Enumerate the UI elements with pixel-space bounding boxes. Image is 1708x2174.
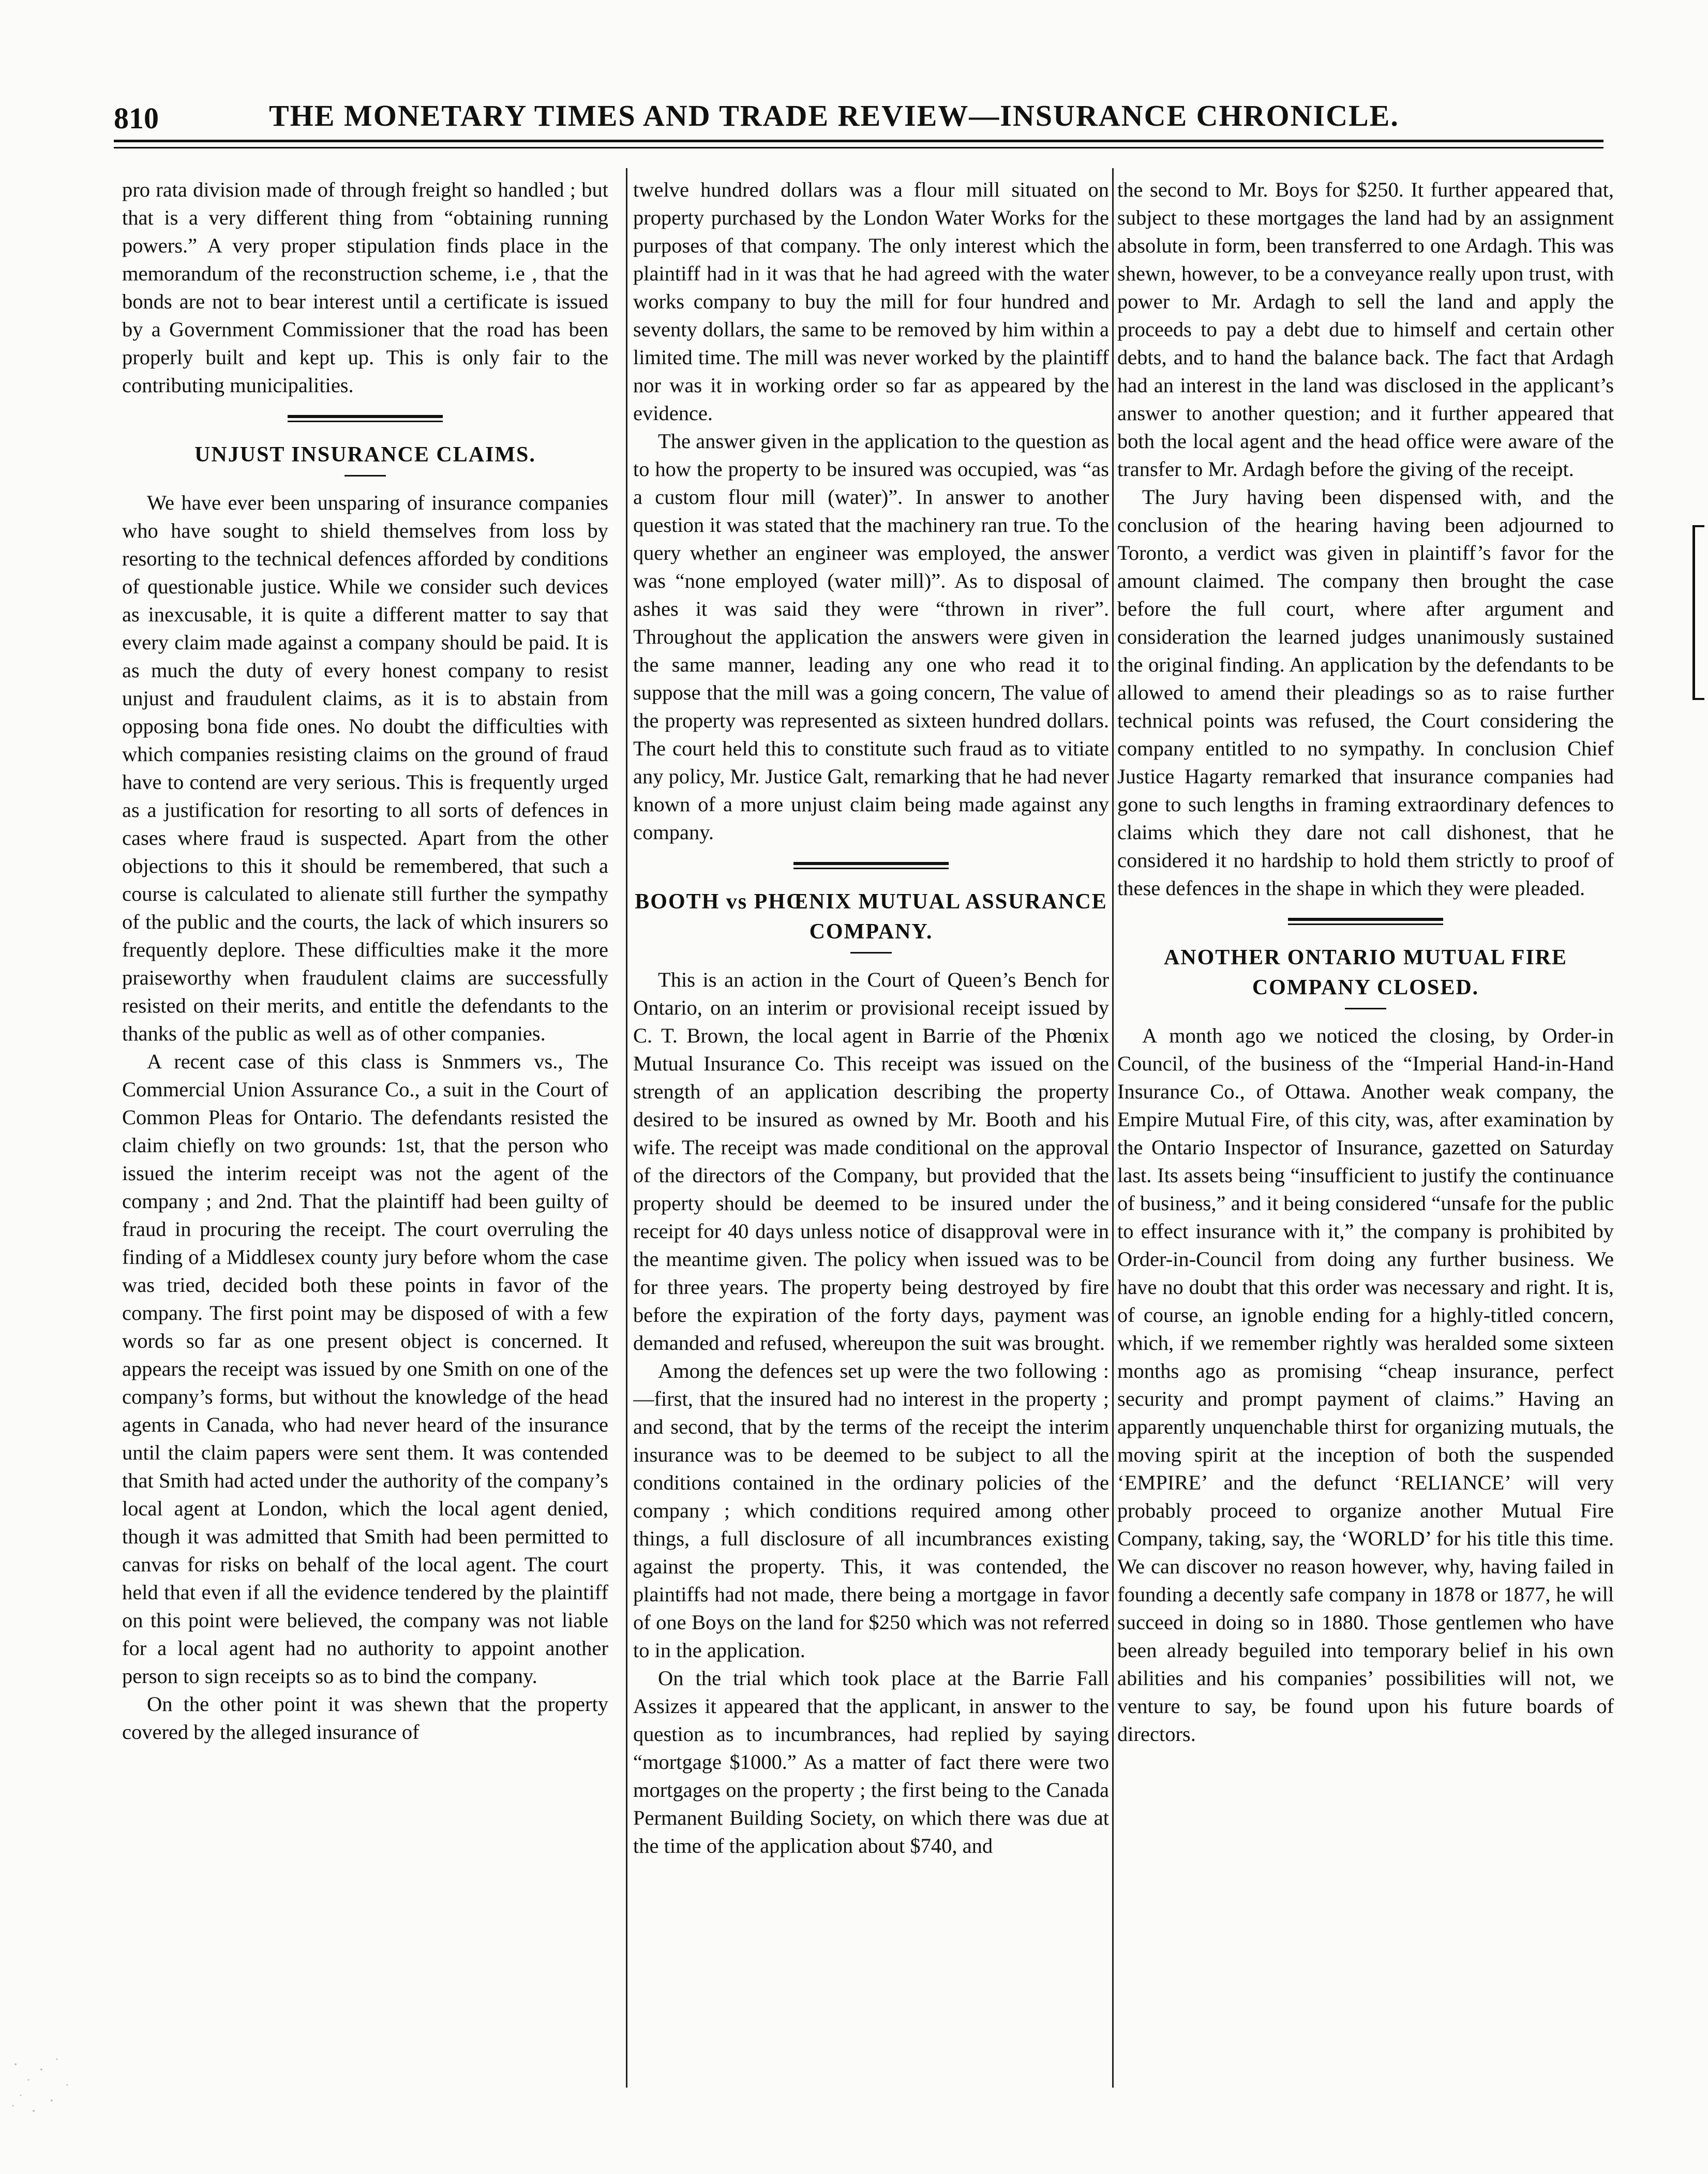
column-1 <box>122 176 608 2101</box>
column-divider <box>626 168 627 2088</box>
section-ornament-rule <box>793 862 949 869</box>
paragraph: A recent case of this class is Snmmers vs., The Commercial Union Assurance Co., a suit in the Court of Common Pleas for Ontario. The defendants resisted the claim chiefly on two grounds: 1st, that the person who issued the interim receipt was not the agent of the company ; and 2nd. That the plaintiff had been guilty of fraud in procuring the receipt. The court overruling the finding of a Middlesex county jury before whom the case was tried, decided both these points in favor of the company. The first point may be disposed of with a few words so far as one present object is concerned. It appears the receipt was issued by one Smith on one of the company’s forms, but without the knowledge of the head agents in Canada, who had never heard of the insurance until the claim papers were sent them. It was contended that Smith had acted under the authority of the company’s local agent at London, which the local agent denied, though it was admitted that Smith had been permitted to canvas for risks on behalf of the local agent. The court held that even if all the evidence tendered by the plaintiff on this point were believed, the company was not liable for a local agent had no authority to appoint another person to sign receipts so as to bind the company. <box>122 1050 608 1688</box>
paragraph: pro rata division made of through freight so handled ; but that is a very different thing from “obtaining running powers.” A very proper stipulation finds place in the memorandum of the reconstruction scheme, i.e , that the bonds are not to bear interest until a certificate is issued by a Government Commissioner that the road has been properly built and kept up. This is only fair to the contributing municipalities. <box>122 178 608 397</box>
margin-bracket <box>1692 525 1704 700</box>
paragraph: the second to Mr. Boys for $250. It further appeared that, subject to these mortgages the land had by an assignment absolute in form, been transferred to one Ardagh. This was shewn, however, to be a conveyance really upon trust, with power to Mr. Ardagh to sell the land and apply the proceeds to pay a debt due to himself and certain other debts, and to hand the balance back. The fact that Ardagh had an interest in the land was disclosed in the applicant’s answer to another question; and it further appeared that both the local agent and the head office were aware of the transfer to Mr. Ardagh before the giving of the receipt. <box>1117 178 1614 481</box>
paragraph: The Jury having been dispensed with, and the conclusion of the hearing having been adjourned to Toronto, a verdict was given in plaintiff’s favor for the amount claimed. The company then brought the case before the full court, where after argument and consideration the learned judges unanimously sustained the original finding. An application by the defendants to be allowed to amend their pleadings so as to raise further technical points was refused, the Court considering the company entitled to no sympathy. In conclusion Chief Justice Hagarty remarked that insurance companies had gone to such lengths in framing extraordinary defences to claims which they dare not call dishonest, that he considered it no hardship to hold them strictly to proof of these defences in the shape in which they were pleaded. <box>1117 485 1614 900</box>
article-title-ontario-mutual: ANOTHER ONTARIO MUTUAL FIRE COMPANY CLOSED. <box>1163 946 1568 1000</box>
paragraph: We have ever been unsparing of insurance companies who have sought to shield themselves from loss by resorting to the technical defences afforded by conditions of questionable justice. While we consider such devices as inexcusable, it is quite a different matter to say that every claim made against a company should be paid. It is as much the duty of every honest company to resist unjust and fraudulent claims, as it is to abstain from opposing bona fide ones. No doubt the difficulties with which companies resisting claims on the ground of fraud have to contend are very serious. This is frequently urged as a justification for resorting to all sorts of defences in cases where fraud is suspected. Apart from the other objections to this it should be remembered, that such a course is calculated to alienate still further the sympathy of the public and the courts, the lack of which insurers so frequently deplore. These difficulties make it the more praiseworthy when fraudulent claims are successfully resisted on their merits, and entitle the defendants to the thanks of the public as well as of other companies. <box>122 491 608 1045</box>
paragraph: A month ago we noticed the closing, by Order-in Council, of the business of the “Imperial Hand-in-Hand Insurance Co., of Ottawa. Another weak company, the Empire Mutual Fire, of this city, was, after examination by the Ontario Inspector of Insurance, gazetted on Saturday last. Its assets being “insufficient to justify the continuance of business,” and it being considered “unsafe for the public to effect insurance with it,” the company is prohibited by Order-in-Council from doing any further business. We have no doubt that this order was necessary and right. It is, of course, an ignoble ending for a highly-titled concern, which, if we remember rightly was heralded some sixteen months ago as promising “cheap insurance, perfect security and prompt payment of claims.” Having an apparently unquenchable thirst for organizing mutuals, the moving spirit at the inception of both the suspended ‘EMPIRE’ and the defunct ‘RELIANCE’ will very probably proceed to organize another Mutual Fire Company, taking, say, the ‘WORLD’ for his title this time. We can discover no reason however, why, having failed in founding a decently safe company in 1878 or 1877, he will succeed in doing so in 1880. Those gentlemen who have been already beguiled into temporary belief in his own abilities and his companies’ possibilities will not, we venture to say, be found upon his future boards of directors. <box>1117 1024 1614 1746</box>
page-number: 810 <box>114 101 159 135</box>
scan-noise-speckle <box>5 2049 109 2121</box>
title-dash <box>1345 1008 1386 1009</box>
masthead-title: THE MONETARY TIMES AND TRADE REVIEW—INSURANCE CHRONICLE. <box>269 99 1399 132</box>
paragraph: On the other point it was shewn that the property covered by the alleged insurance of <box>122 1692 608 1744</box>
title-dash <box>850 952 892 954</box>
paragraph: twelve hundred dollars was a flour mill situated on property purchased by the London Water Works for the purposes of that company. The only interest which the plaintiff had in it was that he had agreed with the water works company to buy the mill for four hundred and seventy dollars, the same to be removed by him within a limited time. The mill was never worked by the plaintiff nor was it in working order so far as appeared by the evidence. <box>633 178 1109 425</box>
section-ornament-rule <box>1288 918 1443 925</box>
column-2 <box>633 176 1109 2101</box>
title-dash <box>344 475 386 477</box>
article-title-booth-vs-phoenix: BOOTH vs PHŒNIX MUTUAL ASSURANCE COMPANY. <box>635 890 1107 944</box>
column-divider <box>1112 168 1114 2088</box>
header-rule-thick <box>114 140 1604 142</box>
header-rule-thin <box>114 147 1604 148</box>
paragraph: On the trial which took place at the Barrie Fall Assizes it appeared that the applicant, in answer to the question as to incumbrances, had replied by saying “mortgage $1000.” As a matter of fact there were two mortgages on the property ; the first being to the Canada Permanent Building Society, on which there was due at the time of the application about $740, and <box>633 1666 1109 1857</box>
paragraph: This is an action in the Court of Queen’s Bench for Ontario, on an interim or provisional receipt issued by C. T. Brown, the local agent in Barrie of the Phœnix Mutual Insurance Co. This receipt was issued on the strength of an application describing the property desired to be insured as owned by Mr. Booth and his wife. The receipt was made conditional on the approval of the directors of the Company, but provided that the property should be deemed to be insured under the receipt for 40 days unless notice of disapproval were in the meantime given. The policy when issued was to be for three years. The property being destroyed by fire before the expiration of the forty days, payment was demanded and refused, whereupon the suit was brought. <box>633 968 1109 1354</box>
paragraph: The answer given in the application to the question as to how the property to be insured was occupied, was “as a custom flour mill (water)”. In answer to another question it was stated that the machinery ran true. To the query whether an engineer was employed, the answer was “none employed (water mill)”. As to disposal of ashes it was said they were “thrown in river”. Throughout the application the answers were given in the same manner, leading any one who read it to suppose that the mill was a going concern, The value of the property was represented as sixteen hundred dollars. The court held this to constitute such fraud as to vitiate any policy, Mr. Justice Galt, remarking that he had never known of a more unjust claim being made against any company. <box>633 429 1109 844</box>
paragraph: Among the defences set up were the two following :—first, that the insured had no interest in the property ; and second, that by the terms of the receipt the interim insurance was to be deemed to be subject to all the conditions contained in the ordinary policies of the company ; which conditions required among other things, a full disclosure of all incumbrances existing against the property. This, it was contended, the plaintiffs had not made, there being a mortgage in favor of one Boys on the land for $250 which was not referred to in the application. <box>633 1359 1109 1662</box>
article-title-unjust-claims: UNJUST INSURANCE CLAIMS. <box>194 443 536 467</box>
section-ornament-rule <box>288 415 443 422</box>
column-3 <box>1117 176 1614 2101</box>
page-header <box>114 98 1604 140</box>
